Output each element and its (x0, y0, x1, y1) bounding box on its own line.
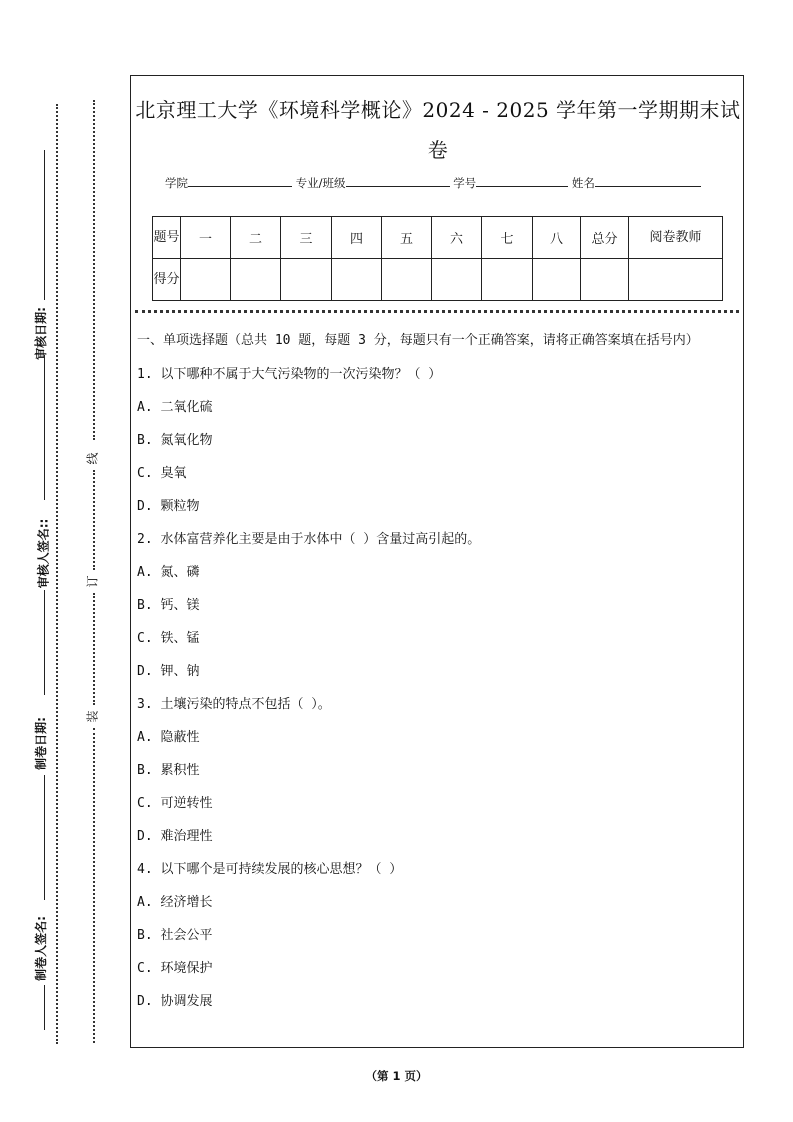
exam-content (137, 330, 737, 1018)
option: D. 钾、钠 (137, 664, 200, 679)
college-label: 学院 (165, 176, 188, 190)
reviewer-cell[interactable] (629, 259, 723, 301)
question-stem: 3. 土壤污染的特点不包括（ ）。 (137, 697, 331, 712)
option: D. 难治理性 (137, 829, 213, 844)
option: A. 经济增长 (137, 895, 213, 910)
dotted-separator (135, 310, 739, 313)
col-7: 七 (482, 217, 533, 259)
score-label: 得分 (153, 259, 181, 301)
option: C. 臭氧 (137, 466, 187, 481)
question-stem: 1. 以下哪种不属于大气污染物的一次污染物？（ ） (137, 367, 442, 382)
col-8: 八 (533, 217, 581, 259)
col-total: 总分 (581, 217, 629, 259)
page-number: （第 1 页） (365, 1069, 428, 1083)
student-id-label: 学号 (453, 176, 477, 190)
score-cell[interactable] (181, 259, 231, 301)
question-stem: 2. 水体富营养化主要是由于水体中（ ）含量过高引起的。 (137, 532, 481, 547)
col-6: 六 (432, 217, 482, 259)
review-date-label: 审核日期: (33, 307, 48, 360)
question-stem: 4. 以下哪个是可持续发展的核心思想？（ ） (137, 862, 403, 877)
score-cell[interactable] (231, 259, 281, 301)
option: B. 累积性 (137, 763, 200, 778)
binding-dotted-line (93, 470, 95, 570)
score-cell[interactable] (281, 259, 332, 301)
major-class-label: 专业/班级 (295, 176, 346, 190)
binding-char-line: 线 (85, 452, 100, 465)
score-table-header-row (153, 217, 723, 259)
option: D. 协调发展 (137, 994, 213, 1009)
binding-char-pack: 装 (85, 710, 100, 723)
reviewer-label: 阅卷教师 (629, 217, 723, 259)
signature-line (44, 590, 45, 695)
option: B. 氮氧化物 (137, 433, 213, 448)
option: B. 社会公平 (137, 928, 213, 943)
reviewer-signature-label: 审核人签名:: (36, 518, 51, 589)
major-class-field[interactable] (346, 174, 450, 187)
title-line-2: 卷 (427, 138, 449, 162)
binding-dotted-line (93, 100, 95, 440)
name-label: 姓名 (571, 176, 595, 190)
option: A. 二氧化硫 (137, 400, 213, 415)
student-info-row (165, 174, 701, 191)
title-line-1: 北京理工大学《环境科学概论》2024 - 2025 学年第一学期期末试 (135, 98, 741, 122)
col-1: 一 (181, 217, 231, 259)
score-cell[interactable] (581, 259, 629, 301)
exam-frame (130, 75, 744, 1048)
option: B. 钙、镁 (137, 598, 200, 613)
option: A. 隐蔽性 (137, 730, 200, 745)
option: C. 可逆转性 (137, 796, 213, 811)
score-cell[interactable] (432, 259, 482, 301)
section-heading: 一、单项选择题（总共 10 题，每题 3 分，每题只有一个正确答案，请将正确答案填在括号内） (137, 333, 699, 348)
binding-dotted-line (93, 593, 95, 705)
col-3: 三 (281, 217, 332, 259)
col-5: 五 (382, 217, 432, 259)
paper-date-label: 制卷日期: (33, 717, 48, 770)
signature-line (44, 775, 45, 900)
option: C. 铁、锰 (137, 631, 200, 646)
score-cell[interactable] (533, 259, 581, 301)
option: D. 颗粒物 (137, 499, 200, 514)
paper-maker-signature-label: 制卷人签名: (33, 916, 48, 981)
name-field[interactable] (595, 174, 701, 187)
col-2: 二 (231, 217, 281, 259)
col-4: 四 (332, 217, 382, 259)
student-id-field[interactable] (476, 174, 568, 187)
score-table-score-row (153, 259, 723, 301)
signature-line (44, 355, 45, 500)
signature-line (44, 985, 45, 1030)
binding-char-order: 订 (85, 575, 100, 588)
question-number-label: 题号 (153, 217, 181, 259)
option: A. 氮、磷 (137, 565, 200, 580)
college-field[interactable] (188, 174, 292, 187)
dotted-divider (56, 104, 58, 1044)
binding-dotted-line (93, 728, 95, 1043)
score-cell[interactable] (382, 259, 432, 301)
binding-margin (0, 0, 128, 1122)
score-table (152, 216, 723, 301)
score-cell[interactable] (332, 259, 382, 301)
score-cell[interactable] (482, 259, 533, 301)
exam-title (131, 90, 745, 170)
signature-line (44, 150, 45, 300)
option: C. 环境保护 (137, 961, 213, 976)
